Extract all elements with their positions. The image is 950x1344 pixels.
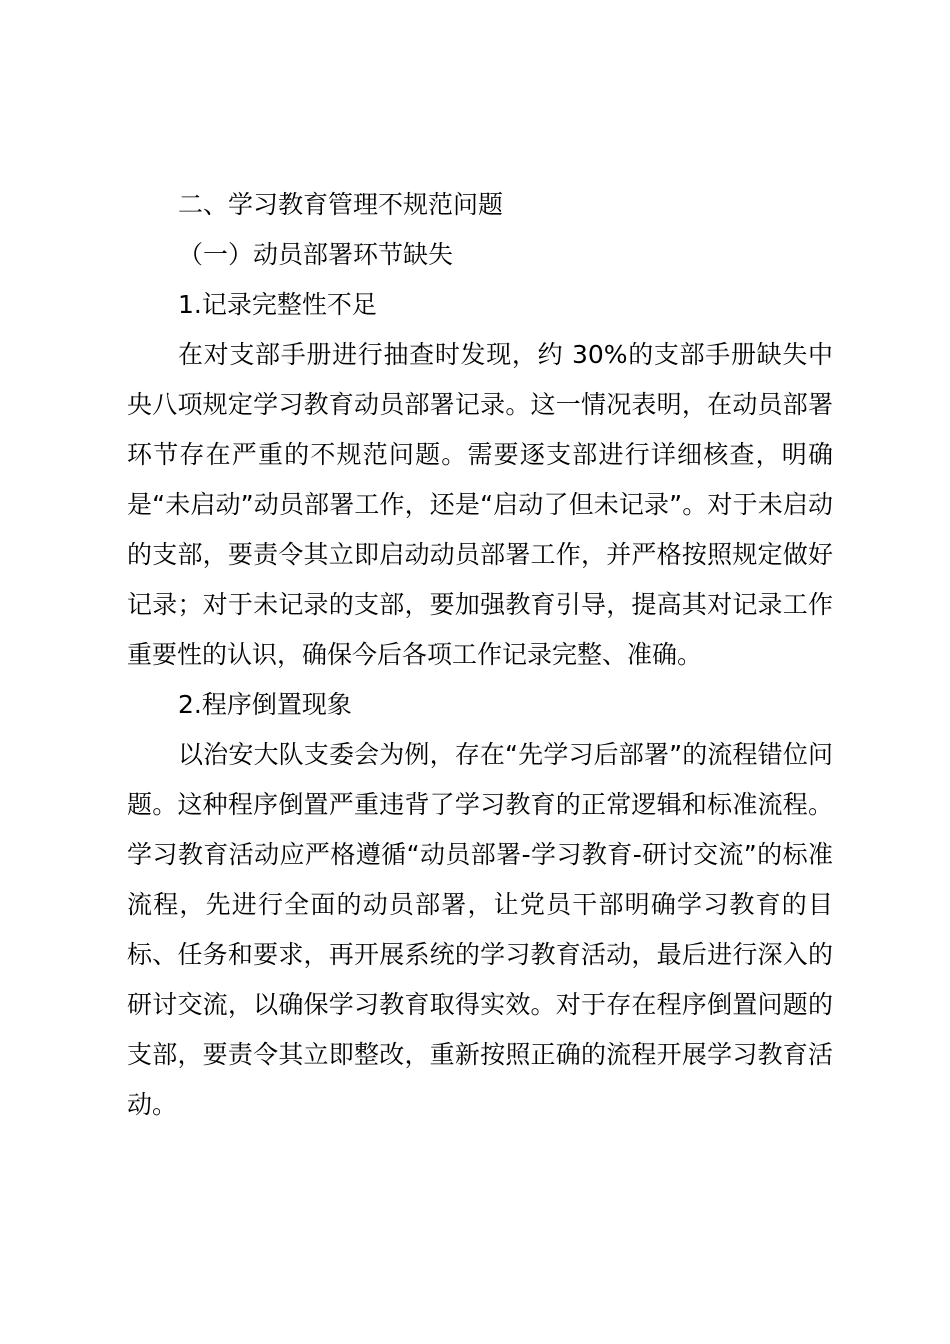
document-body [127, 180, 833, 1130]
item2-paragraph: 以治安大队支委会为例，存在“先学习后部署”的流程错位问题。这种程序倒置严重违背了学习教育的正常逻辑和标准流程。学习教育活动应严格遵循“动员部署-学习教育-研讨交流”的标准流程，先进行全面的动员部署，让党员干部明确学习教育的目标、任务和要求，再开展系统的学习教育活动，最后进行深入的研讨交流，以确保学习教育取得实效。对于存在程序倒置问题的支部，要责令其立即整改，重新按照正确的流程开展学习教育活动。 [127, 740, 833, 1119]
item1-paragraph: 在对支部手册进行抽查时发现，约 30%的支部手册缺失中央八项规定学习教育动员部署记录。这一情况表明，在动员部署环节存在严重的不规范问题。需要逐支部进行详细核查，明确是“未启动”动员部署工作，还是“启动了但未记录”。对于未启动的支部，要责令其立即启动动员部署工作，并严格按照规定做好记录；对于未记录的支部，要加强教育引导，提高其对记录工作重要性的认识，确保今后各项工作记录完整、准确。 [127, 340, 833, 669]
subsection-heading: （一）动员部署环节缺失 [178, 240, 454, 269]
section-heading: 二、学习教育管理不规范问题 [178, 190, 504, 219]
item1-heading: 1.记录完整性不足 [178, 290, 377, 319]
item2-heading: 2.程序倒置现象 [178, 690, 352, 719]
